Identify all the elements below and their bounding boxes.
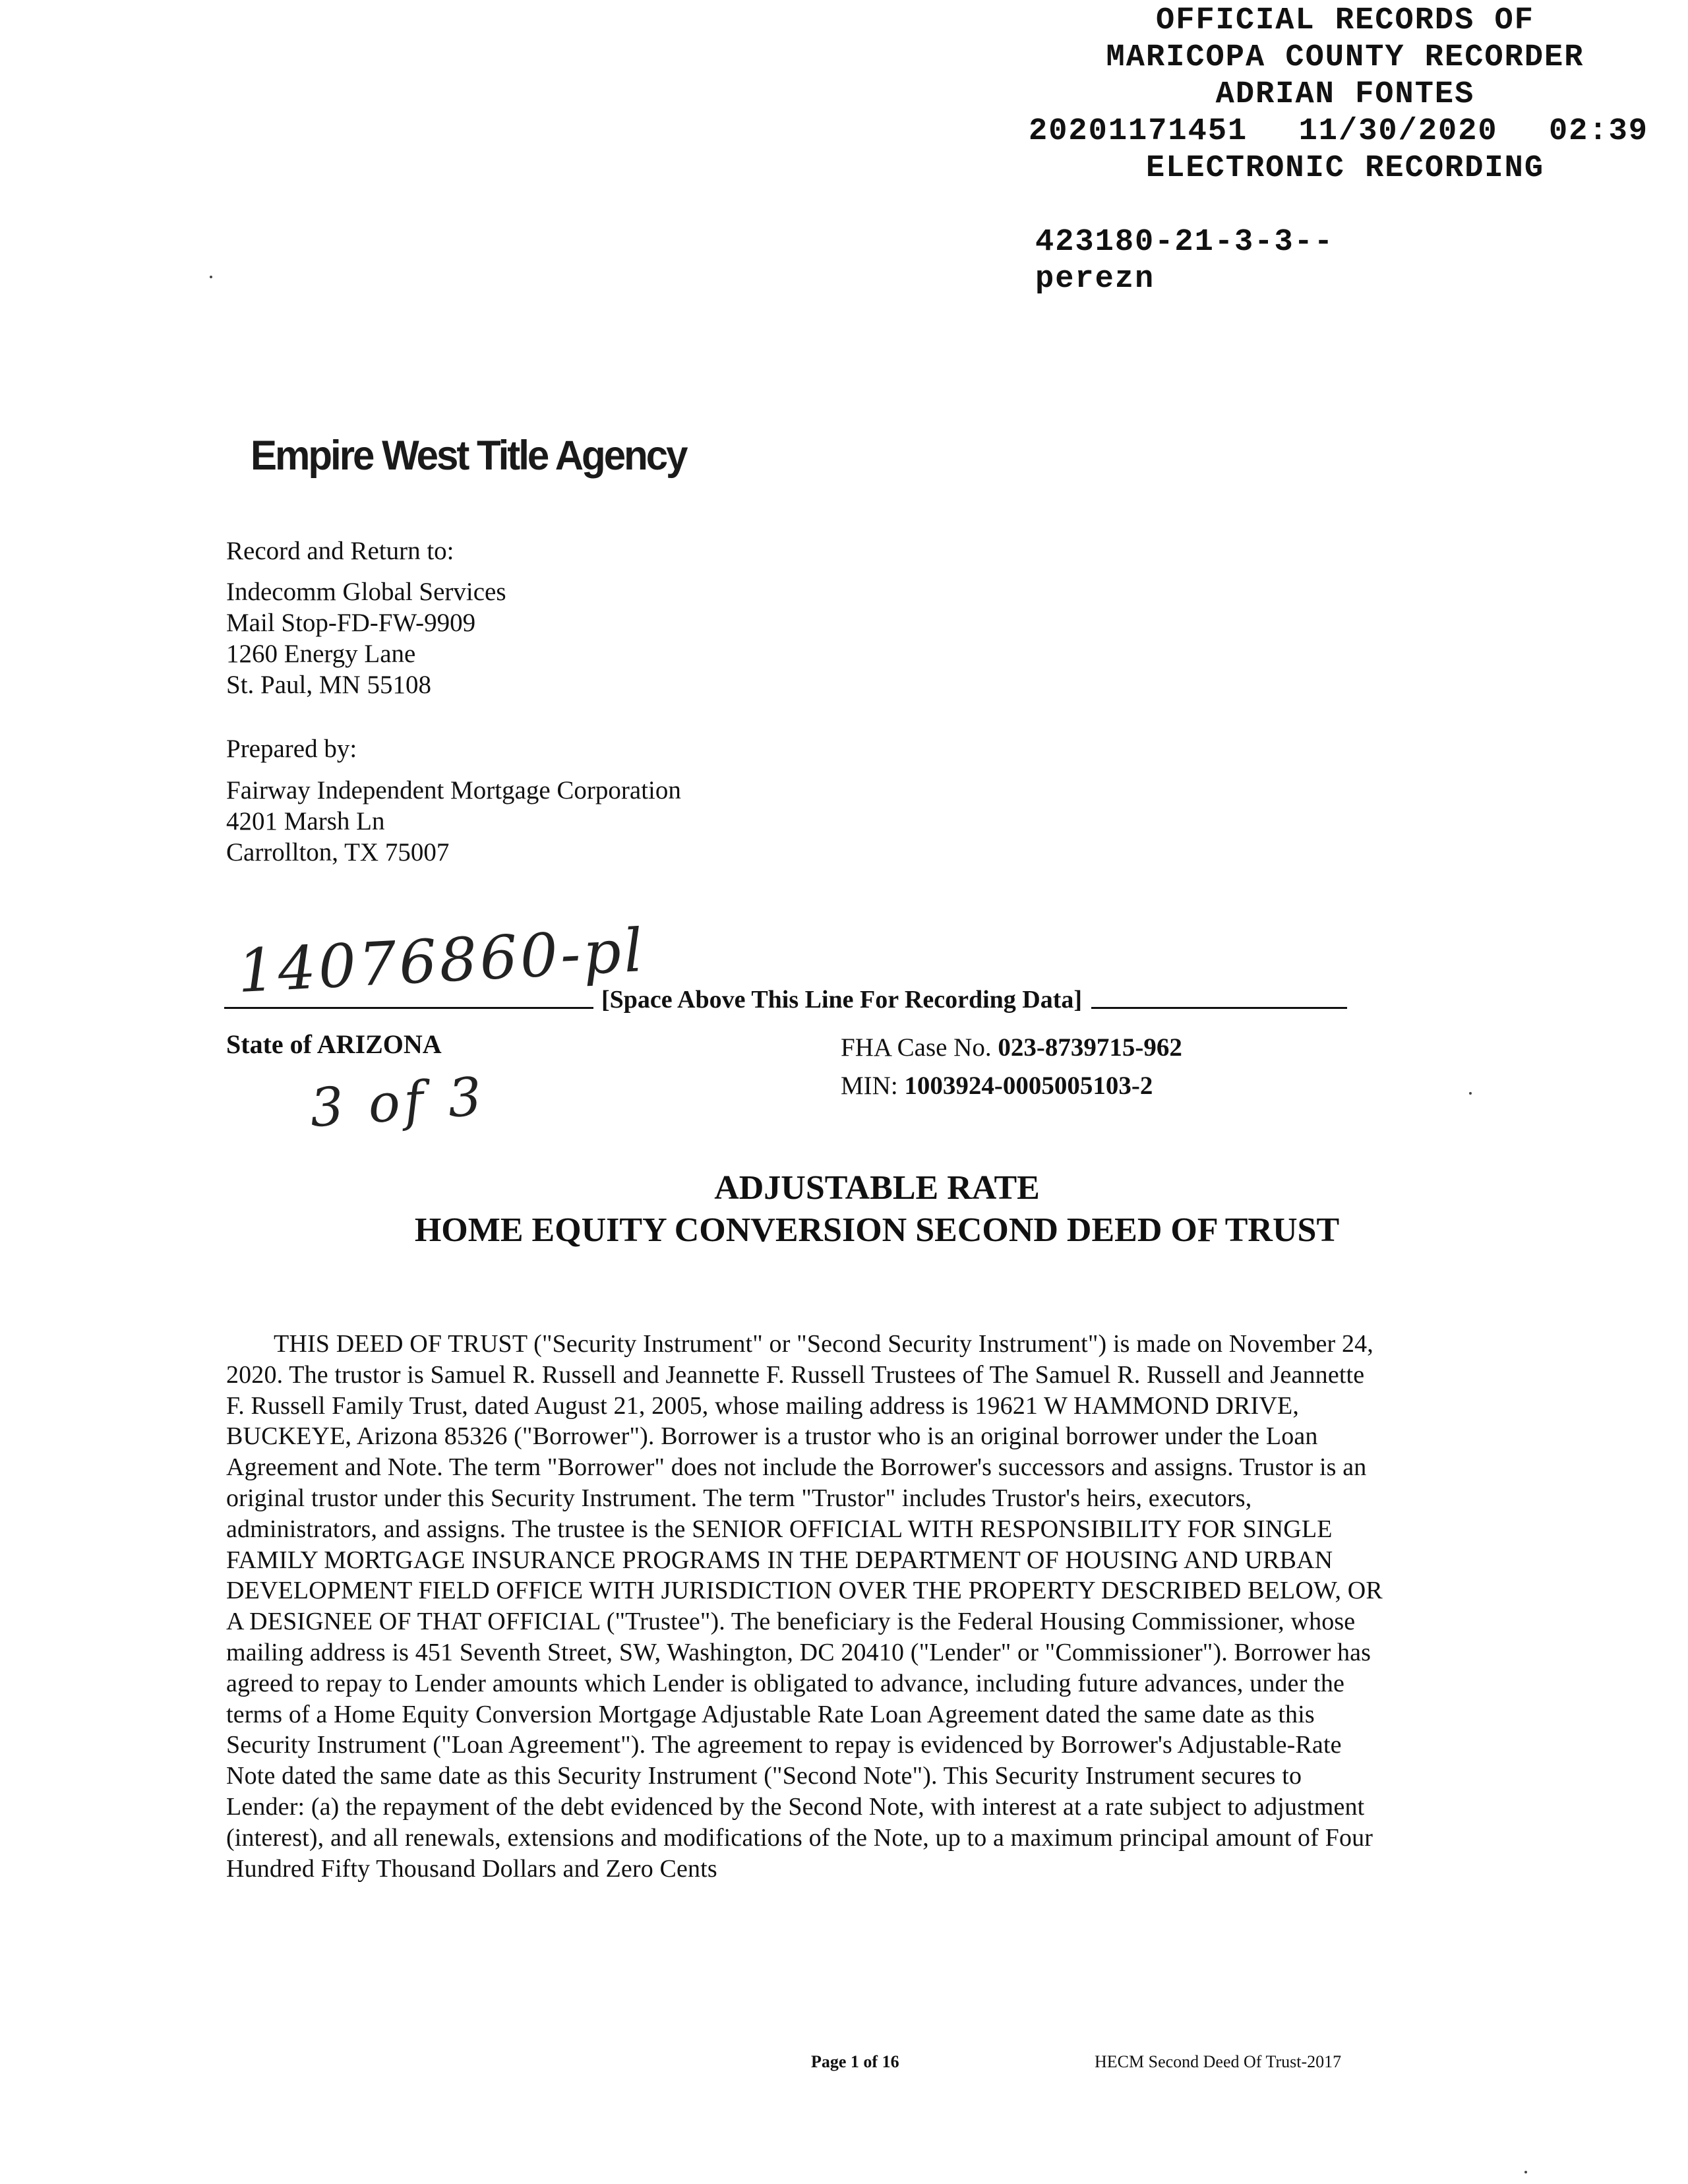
document-number: 20201171451 xyxy=(1029,114,1248,149)
return-address-line: Indecomm Global Services xyxy=(226,578,506,606)
return-address-line: 1260 Energy Lane xyxy=(226,640,416,668)
state-label: State of xyxy=(226,1029,317,1059)
recorder-line-1: OFFICIAL RECORDS OF xyxy=(1156,3,1534,38)
preparer-address-line: Fairway Independent Mortgage Corporation xyxy=(226,776,681,804)
recording-rule-right xyxy=(1091,1007,1347,1009)
handwritten-order-number: 14076860-pl xyxy=(235,915,648,1007)
title-line-1: ADJUSTABLE RATE xyxy=(714,1169,1040,1207)
form-identifier: HECM Second Deed Of Trust-2017 xyxy=(1095,2052,1342,2071)
preparer-address-line: 4201 Marsh Ln xyxy=(226,807,385,835)
page-number: Page 1 of 16 xyxy=(811,2052,899,2071)
preparer-address xyxy=(226,775,681,868)
scan-speck xyxy=(210,276,212,278)
preparer-address-line: Carrollton, TX 75007 xyxy=(226,838,450,866)
recording-rule-left xyxy=(224,1007,593,1009)
case-numbers xyxy=(841,1029,1182,1105)
state-value: ARIZONA xyxy=(316,1029,442,1059)
return-address-line: Mail Stop-FD-FW-9909 xyxy=(226,609,476,637)
fha-case-value: 023-8739715-962 xyxy=(998,1033,1182,1062)
agency-logo: Empire West Title Agency xyxy=(251,432,686,479)
recording-date: 11/30/2020 xyxy=(1298,114,1498,149)
body-paragraph: THIS DEED OF TRUST ("Security Instrument" or "Second Security Instrument") is made on November 24, 2020. The trustor is Samuel R. Russell and Jeannette F. Russell Trustees of The Samuel R. Russell and Jeannette F. Russell Family Trust, dated August 21, 2005, whose mailing address is 19621 W HAMMOND DRIVE, BUCKEYE, Arizona 85326 ("Borrower"). Borrower is a trustor who is an original borrower under the Loan Agreement and Note. The term "Borrower" does not include the Borrower's successors and assigns. Trustor is an original trustor under this Security Instrument. The term "Trustor" includes Trustor's heirs, executors, administrators, and assigns. The trustee is the SENIOR OFFICIAL WITH RESPONSIBILITY FOR SINGLE FAMILY MORTGAGE INSURANCE PROGRAMS IN THE DEPARTMENT OF HOUSING AND URBAN DEVELOPMENT FIELD OFFICE WITH JURISDICTION OVER THE PROPERTY DESCRIBED BELOW, OR A DESIGNEE OF THAT OFFICIAL ("Trustee"). The beneficiary is the Federal Housing Commissioner, whose mailing address is 451 Seventh Street, SW, Washington, DC 20410 ("Lender" or "Commissioner"). Borrower has agreed to repay to Lender amounts which Lender is obligated to advance, including future advances, under the terms of a Home Equity Conversion Mortgage Adjustable Rate Loan Agreement dated the same date as this Security Instrument ("Loan Agreement"). The agreement to repay is evidenced by Borrower's Adjustable-Rate Note dated the same date as this Security Instrument ("Second Note"). This Security Instrument secures to Lender: (a) the repayment of the debt evidenced by the Second Note, with interest at a rate subject to adjustment (interest), and all renewals, extensions and modifications of the Note, up to a maximum principal amount of Four Hundred Fifty Thousand Dollars and Zero Cents xyxy=(226,1330,1383,1883)
scan-speck xyxy=(1469,1092,1472,1095)
recording-data-line xyxy=(224,975,1411,1014)
clerk-name: perezn xyxy=(1035,262,1155,297)
state-line xyxy=(226,1029,442,1060)
min-label: MIN: xyxy=(841,1072,905,1100)
fee-code-block xyxy=(1035,224,1334,298)
scan-speck xyxy=(1524,2171,1527,2173)
document-title xyxy=(0,1167,1688,1252)
fha-case-label: FHA Case No. xyxy=(841,1033,998,1062)
recorder-line-2: MARICOPA COUNTY RECORDER xyxy=(1106,40,1584,75)
fha-case-line xyxy=(841,1029,1182,1067)
return-address xyxy=(226,576,506,700)
record-return-label: Record and Return to: xyxy=(226,537,454,565)
min-line xyxy=(841,1067,1182,1105)
recording-time: 02:39 xyxy=(1548,114,1648,149)
recorder-line-5: ELECTRONIC RECORDING xyxy=(1145,151,1545,186)
recorder-line-3: ADRIAN FONTES xyxy=(1215,77,1475,112)
recording-line-text: [Space Above This Line For Recording Data] xyxy=(601,986,1083,1014)
min-value: 1003924-0005005103-2 xyxy=(904,1072,1153,1100)
title-line-2: HOME EQUITY CONVERSION SECOND DEED OF TRUST xyxy=(414,1211,1340,1249)
return-address-line: St. Paul, MN 55108 xyxy=(226,671,431,699)
handwritten-copy-note: 3 of 3 xyxy=(308,1065,488,1139)
recorder-stamp xyxy=(1029,3,1662,187)
fee-code: 423180-21-3-3-- xyxy=(1035,225,1335,260)
recording-number-line xyxy=(1029,113,1648,150)
prepared-by-label: Prepared by: xyxy=(226,735,357,763)
